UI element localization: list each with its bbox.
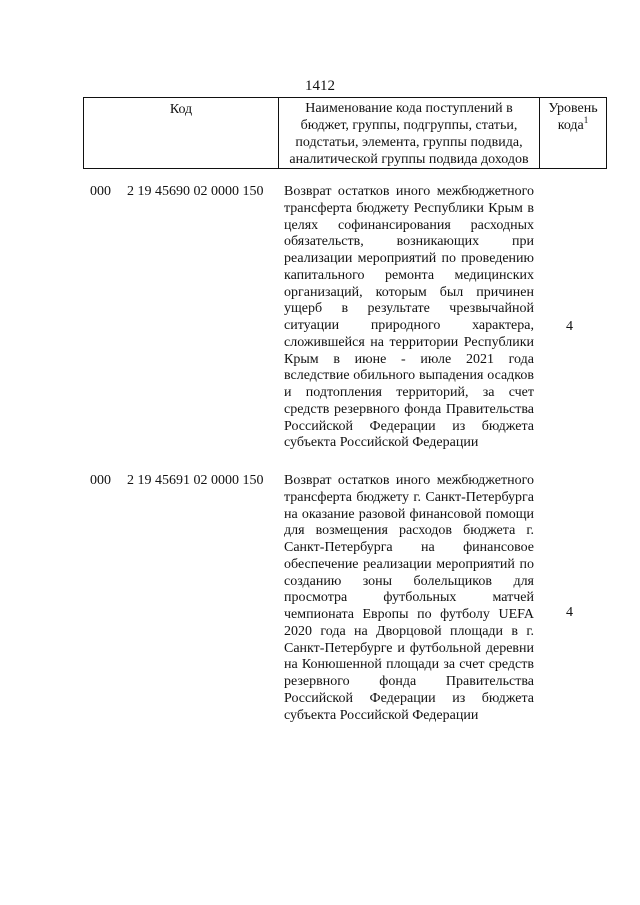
page-number: 1412 xyxy=(305,78,335,94)
row-description: Возврат остатков иного межбюджетного трансферта бюджету Республики Крым в целях софинансирования расходных обязательств, возникающих при реализации мероприятий по проведению капитального ремонта медицинских организаций, которым был причинен ущерб в результате чрезвычайной ситуации природного характера, сложившейся на территории Республики Крым в июне - июле 2021 года вследствие обильного выпадения осадков и подтопления территорий, за счет средств резервного фонда Правительства Российской Федерации из бюджета субъекта Российской Федерации xyxy=(284,184,534,451)
header-level-label: Уровень кода xyxy=(548,101,598,133)
header-level xyxy=(540,98,607,169)
row-description: Возврат остатков иного межбюджетного трансферта бюджету г. Санкт-Петербурга на оказание разовой финансовой помощи для возмещения расходов бюджета г. Санкт-Петербурга на финансовое обеспечение реализации мероприятий по созданию зоны болельщиков для просмотра футбольных матчей чемпионата Европы по футболу UEFA 2020 года на Дворцовой площади в г. Санкт-Петербурге и футбольной деревни на Конюшенной площади за счет средств резервного фонда Правительства Российской Федерации из бюджета субъекта Российской Федерации xyxy=(284,473,534,723)
row-level: 4 xyxy=(566,605,573,620)
row-prefix: 000 xyxy=(90,473,111,488)
table-header xyxy=(83,97,607,169)
header-code-label: Код xyxy=(169,102,193,117)
row-code: 2 19 45690 02 0000 150 xyxy=(127,184,264,199)
header-code xyxy=(84,98,279,169)
row-prefix: 000 xyxy=(90,184,111,199)
header-name xyxy=(279,98,540,169)
header-level-footnote: 1 xyxy=(583,115,589,125)
header-name-label: Наименование кода поступлений в бюджет, группы, подгруппы, статьи, подстатьи, элемента, группы подвида, аналитической группы подвида доходов xyxy=(289,101,529,167)
row-level: 4 xyxy=(566,319,573,334)
row-code: 2 19 45691 02 0000 150 xyxy=(127,473,264,488)
